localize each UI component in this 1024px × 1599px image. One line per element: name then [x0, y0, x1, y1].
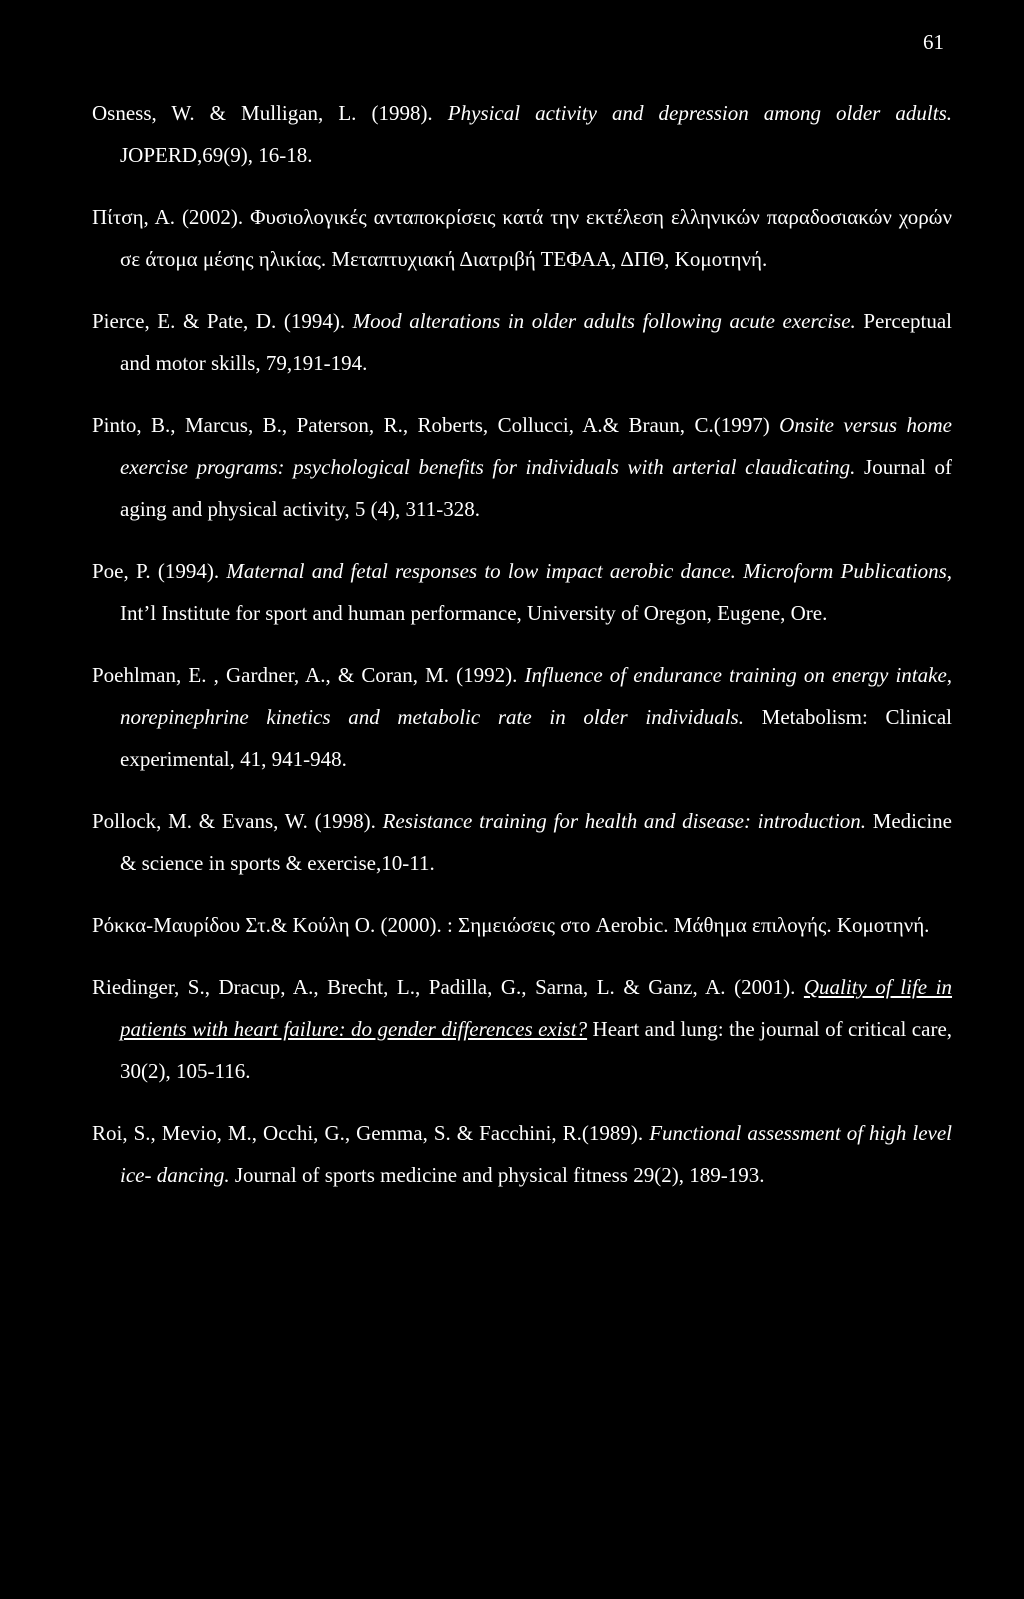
reference-authors: Poehlman, E. , Gardner, A., & Coran, M. (1992).	[92, 663, 518, 687]
reference-authors: Roi, S., Mevio, M., Occhi, G., Gemma, S. & Facchini, R.(1989).	[92, 1121, 644, 1145]
reference-poe	[92, 550, 952, 634]
page-number: 61	[923, 30, 944, 54]
reference-authors: Pollock, M. & Evans, W. (1998).	[92, 809, 376, 833]
reference-source: JOPERD,69(9), 16-18.	[120, 143, 313, 167]
reference-authors: Pinto, B., Marcus, B., Paterson, R., Roberts, Collucci, A.& Braun, C.(1997)	[92, 413, 770, 437]
reference-pollock	[92, 800, 952, 884]
reference-source: Metabolism: Clinical experimental, 41, 941-948.	[120, 705, 952, 771]
reference-pinto	[92, 404, 952, 530]
reference-title: Maternal and fetal responses to low impact aerobic dance. Microform Publications,	[226, 559, 953, 583]
reference-source: Perceptual and motor skills, 79,191-194.	[120, 309, 952, 375]
reference-authors: Osness, W. & Mulligan, L. (1998).	[92, 101, 433, 125]
reference-title: Influence of endurance training on energy intake, norepinephrine kinetics and metabolic rate in older individuals.	[120, 663, 953, 729]
reference-authors: Ρόκκα-Μαυρίδου Στ.& Κούλη Ο. (2000). :	[92, 913, 453, 937]
reference-riedinger	[92, 966, 952, 1092]
reference-title: Physical activity and depression among older adults.	[447, 101, 952, 125]
reference-source: Σημειώσεις στο Aerobic. Μάθημα επιλογής. Κομοτηνή.	[458, 913, 930, 937]
reference-authors: Πίτση, Α. (2002).	[92, 205, 244, 229]
reference-authors: Riedinger, S., Dracup, A., Brecht, L., Padilla, G., Sarna, L. & Ganz, A. (2001).	[92, 975, 796, 999]
reference-title: Quality of life in patients with heart failure: do gender differences exist?	[120, 975, 953, 1041]
reference-title: Onsite versus home exercise programs: psychological benefits for individuals with arterial claudicating.	[120, 413, 953, 479]
reference-title: Mood alterations in older adults following acute exercise.	[352, 309, 856, 333]
reference-poehlman	[92, 654, 952, 780]
reference-source: Int’l Institute for sport and human performance, University of Oregon, Eugene, Ore.	[120, 601, 828, 625]
reference-authors: Poe, P. (1994).	[92, 559, 220, 583]
reference-source: Heart and lung: the journal of critical care, 30(2), 105-116.	[120, 1017, 953, 1083]
reference-pierce	[92, 300, 952, 384]
reference-source: Φυσιολογικές ανταποκρίσεις κατά την εκτέλεση ελληνικών παραδοσιακών χορών σε άτομα μέσης ηλικίας. Μεταπτυχιακή Διατριβή ΤΕΦΑΑ, ΔΠΘ, Κομοτηνή.	[120, 205, 953, 271]
reference-title: Resistance training for health and disease: introduction.	[382, 809, 866, 833]
reference-list	[92, 92, 952, 1216]
reference-source: Journal of sports medicine and physical fitness 29(2), 189-193.	[234, 1163, 765, 1187]
reference-osness	[92, 92, 952, 176]
reference-roi	[92, 1112, 952, 1196]
reference-title: Functional assessment of high level ice- dancing.	[120, 1121, 953, 1187]
reference-source: Journal of aging and physical activity, 5 (4), 311-328.	[120, 455, 952, 521]
reference-authors: Pierce, E. & Pate, D. (1994).	[92, 309, 346, 333]
reference-pitsi	[92, 196, 952, 280]
reference-rokka	[92, 904, 952, 946]
reference-source: Medicine & science in sports & exercise,10-11.	[120, 809, 952, 875]
